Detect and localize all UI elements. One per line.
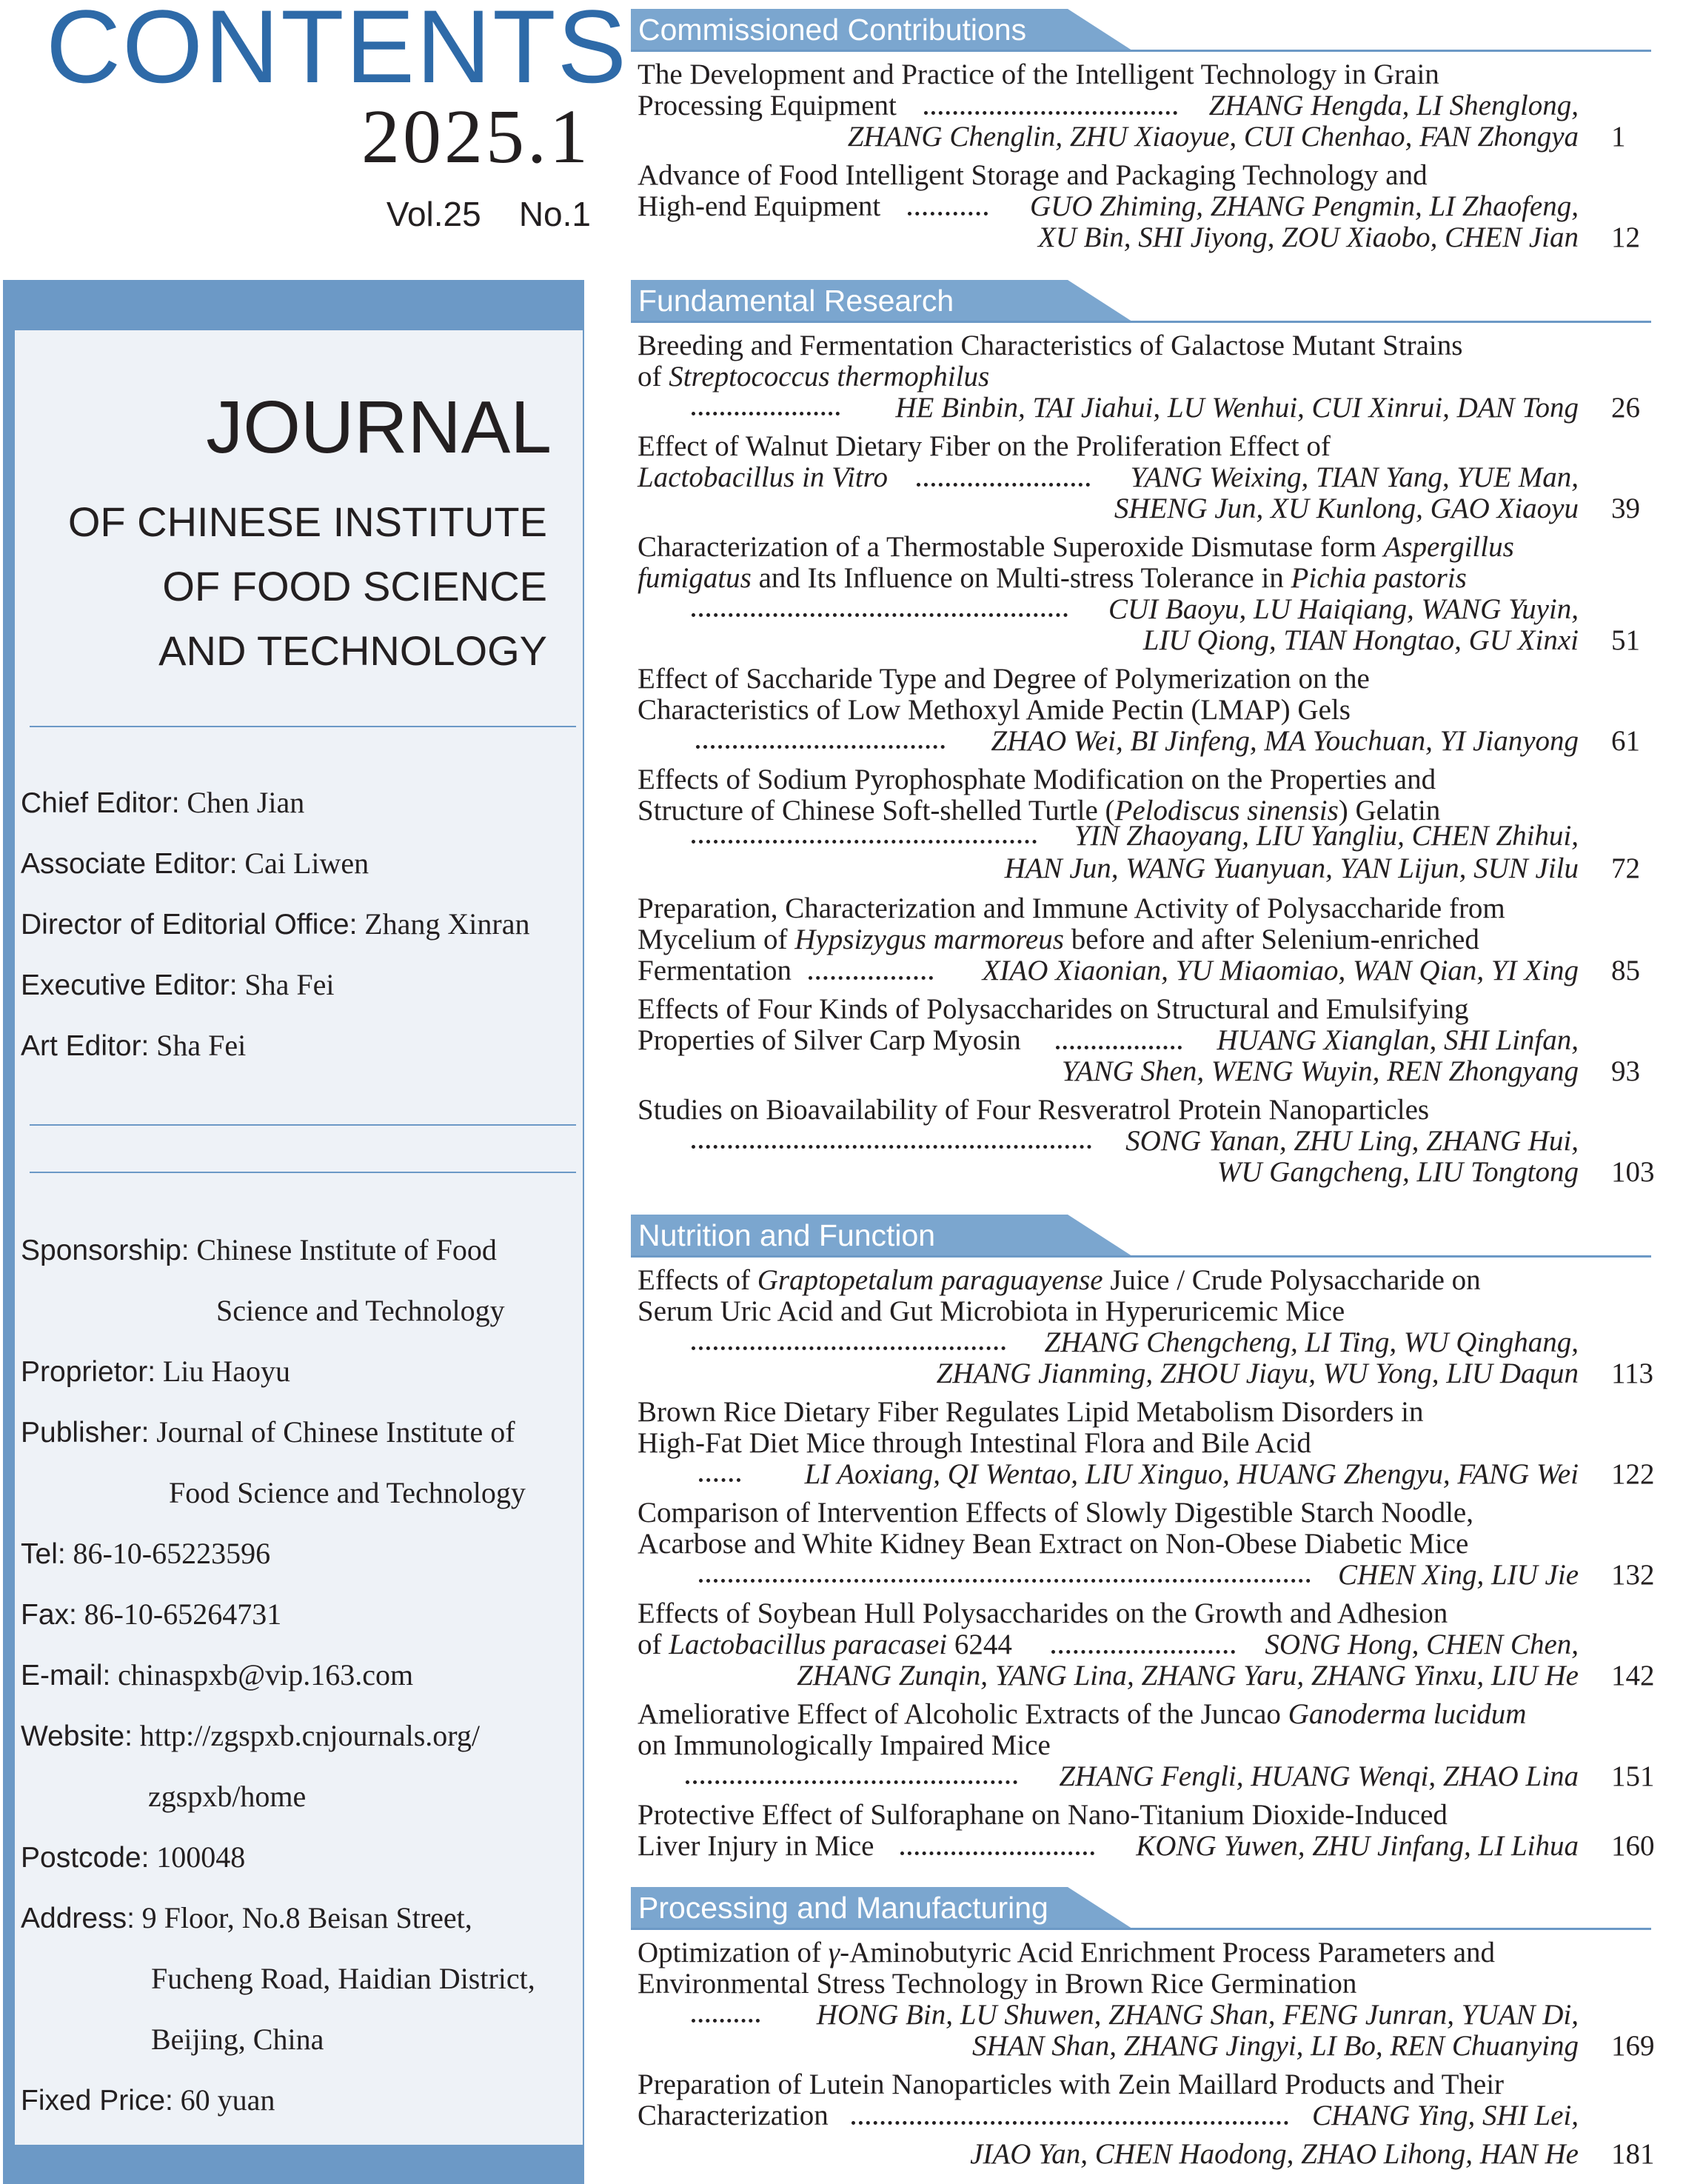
journal-info-panel bbox=[3, 280, 584, 2184]
info-value: 100048 bbox=[156, 1840, 246, 1874]
website bbox=[21, 1720, 480, 1753]
article-authors: ZHANG Jianming, ZHOU Jiayu, WU Yong, LIU Daqun bbox=[936, 1358, 1579, 1389]
journal-name: JOURNAL bbox=[206, 386, 552, 469]
title-text: Effects of bbox=[638, 1264, 757, 1296]
art-editor bbox=[21, 1029, 246, 1063]
title-text: before and after Selenium-enriched bbox=[1063, 924, 1479, 955]
info-value: Cai Liwen bbox=[244, 846, 369, 880]
article-title: High-end Equipment bbox=[638, 190, 881, 222]
page-number: 1 bbox=[1611, 121, 1626, 153]
article-title: Serum Uric Acid and Gut Microbiota in Hyperuricemic Mice bbox=[638, 1295, 1345, 1327]
page-number: 169 bbox=[1611, 2030, 1655, 2062]
leader-dots bbox=[692, 2019, 760, 2023]
info-value: Science and Technology bbox=[216, 1294, 505, 1327]
leader-dots bbox=[908, 212, 988, 216]
article-authors: LI Aoxiang, QI Wentao, LIU Xinguo, HUANG Zhengyu, FANG Wei bbox=[804, 1458, 1579, 1490]
article-authors: ZHANG Hengda, LI Shenglong, bbox=[1208, 90, 1579, 121]
section-title: Processing and Manufacturing bbox=[638, 1891, 1048, 1925]
email bbox=[21, 1659, 413, 1692]
page-number: 85 bbox=[1611, 955, 1640, 986]
article-title: Protective Effect of Sulforaphane on Nano-Titanium Dioxide-Induced bbox=[638, 1799, 1448, 1831]
article-authors: SHAN Shan, ZHANG Jingyi, LI Bo, REN Chuanying bbox=[972, 2030, 1579, 2062]
leader-dots bbox=[809, 976, 933, 980]
article-title: Brown Rice Dietary Fiber Regulates Lipid Metabolism Disorders in bbox=[638, 1396, 1424, 1428]
volume-issue: Vol.25 No.1 bbox=[386, 195, 591, 233]
article-title bbox=[638, 532, 1514, 564]
journal-subtitle-line: OF FOOD SCIENCE bbox=[162, 563, 547, 610]
fixed-price bbox=[21, 2084, 275, 2117]
article-title bbox=[638, 924, 1479, 956]
article-title bbox=[638, 1265, 1481, 1297]
page-number: 12 bbox=[1611, 221, 1640, 253]
info-label: Associate Editor: bbox=[21, 848, 238, 880]
telephone bbox=[21, 1537, 270, 1571]
info-value: Sha Fei bbox=[244, 968, 335, 1001]
species-name: Hypsizygus marmoreus bbox=[794, 924, 1064, 955]
journal-info-inner bbox=[15, 330, 584, 2145]
page-number: 93 bbox=[1611, 1055, 1640, 1087]
species-name: fumigatus bbox=[638, 562, 752, 594]
info-value: Fucheng Road, Haidian District, bbox=[151, 1962, 535, 1995]
article-title: Studies on Bioavailability of Four Resveratrol Protein Nanoparticles bbox=[638, 1094, 1430, 1126]
publisher-cont bbox=[169, 1477, 526, 1510]
proprietor bbox=[21, 1355, 290, 1389]
article-title: Liver Injury in Mice bbox=[638, 1830, 874, 1862]
leader-dots bbox=[924, 111, 1177, 115]
species-name: Streptococcus thermophilus bbox=[669, 361, 990, 393]
issue-number: 2025.1 bbox=[361, 94, 591, 179]
executive-editor bbox=[21, 969, 335, 1002]
email-link[interactable]: chinaspxb@vip.163.com bbox=[118, 1658, 414, 1692]
info-label: Fixed Price: bbox=[21, 2085, 173, 2117]
leader-dots bbox=[686, 1780, 1017, 1784]
page-number: 61 bbox=[1611, 725, 1640, 757]
sponsorship bbox=[21, 1234, 497, 1267]
leader-dots bbox=[692, 412, 840, 415]
article-authors: SONG Hong, CHEN Chen, bbox=[1265, 1629, 1579, 1660]
article-title: High-Fat Diet Mice through Intestinal Flora and Bile Acid bbox=[638, 1427, 1311, 1459]
section-rule bbox=[631, 1255, 1651, 1258]
leader-dots bbox=[1051, 1650, 1235, 1654]
article-title: Acarbose and White Kidney Bean Extract on Non-Obese Diabetic Mice bbox=[638, 1528, 1469, 1560]
article-title bbox=[638, 563, 1467, 595]
page-number: 113 bbox=[1611, 1358, 1654, 1389]
article-title: Comparison of Intervention Effects of Slowly Digestible Starch Noodle, bbox=[638, 1497, 1473, 1529]
title-text: Juice / Crude Polysaccharide on bbox=[1103, 1264, 1481, 1296]
article-title: Advance of Food Intelligent Storage and Packaging Technology and bbox=[638, 159, 1428, 191]
species-name: Aspergillus bbox=[1383, 531, 1514, 563]
title-text: of bbox=[638, 1629, 669, 1660]
website-link[interactable]: zgspxb/home bbox=[148, 1780, 307, 1813]
article-title: Breeding and Fermentation Characteristics of Galactose Mutant Strains bbox=[638, 330, 1463, 361]
article-authors: XU Bin, SHI Jiyong, ZOU Xiaobo, CHEN Jian bbox=[1037, 221, 1579, 253]
leader-dots bbox=[696, 745, 945, 749]
species-name: Pichia pastoris bbox=[1291, 562, 1467, 594]
leader-dots bbox=[900, 1851, 1094, 1855]
article-authors: CHEN Xing, LIU Jie bbox=[1338, 1559, 1579, 1591]
info-label: Fax: bbox=[21, 1599, 77, 1631]
article-authors: SONG Yanan, ZHU Ling, ZHANG Hui, bbox=[1125, 1125, 1579, 1157]
article-authors: XIAO Xiaonian, YU Miaomiao, WAN Qian, YI Xing bbox=[982, 955, 1579, 986]
website-cont bbox=[148, 1780, 306, 1814]
article-authors: WU Gangcheng, LIU Tongtong bbox=[1217, 1156, 1579, 1188]
section-rule bbox=[631, 321, 1651, 323]
postcode bbox=[21, 1841, 245, 1874]
article-title: Environmental Stress Technology in Brown Rice Germination bbox=[638, 1968, 1357, 2000]
page-number: 160 bbox=[1611, 1830, 1655, 1862]
info-value: Sha Fei bbox=[156, 1029, 247, 1062]
leader-dots bbox=[699, 1478, 740, 1482]
article-title bbox=[638, 1629, 1012, 1661]
leader-dots bbox=[917, 483, 1090, 487]
address bbox=[21, 1902, 472, 1935]
address-cont bbox=[151, 2023, 324, 2057]
species-name: Ganoderma lucidum bbox=[1288, 1698, 1527, 1730]
article-title: Lactobacillus in Vitro bbox=[638, 461, 888, 493]
article-title: Effects of Sodium Pyrophosphate Modification on the Properties and bbox=[638, 764, 1436, 795]
species-name: Graptopetalum paraguayense bbox=[757, 1264, 1103, 1296]
article-authors: HE Binbin, TAI Jiahui, LU Wenhui, CUI Xinrui, DAN Tong bbox=[895, 392, 1579, 424]
article-authors: ZHANG Chenglin, ZHU Xiaoyue, CUI Chenhao, FAN Zhongya bbox=[847, 121, 1579, 153]
article-authors: ZHANG Chengcheng, LI Ting, WU Qinghang, bbox=[1044, 1326, 1579, 1358]
section-rule bbox=[631, 1928, 1651, 1930]
leader-dots bbox=[699, 1579, 1311, 1583]
page-number: 103 bbox=[1611, 1156, 1655, 1188]
page-number: 39 bbox=[1611, 492, 1640, 524]
article-authors: ZHANG Zunqin, YANG Lina, ZHANG Yaru, ZHANG Yinxu, LIU He bbox=[797, 1660, 1579, 1692]
website-link[interactable]: http://zgspxb.cnjournals.org/ bbox=[139, 1719, 480, 1752]
info-label: E-mail: bbox=[21, 1660, 111, 1692]
page-number: 26 bbox=[1611, 392, 1640, 424]
article-authors: HAN Jun, WANG Yuanyuan, YAN Lijun, SUN Jilu bbox=[1004, 852, 1579, 884]
title-text: 6244 bbox=[947, 1629, 1012, 1660]
page-number: 151 bbox=[1611, 1760, 1655, 1792]
title-text: of bbox=[638, 361, 669, 393]
leader-dots bbox=[1056, 1046, 1182, 1049]
article-title bbox=[638, 1699, 1526, 1731]
info-label: Postcode: bbox=[21, 1842, 150, 1874]
info-value: Chinese Institute of Food bbox=[196, 1233, 497, 1266]
info-label: Executive Editor: bbox=[21, 969, 238, 1001]
info-value: Beijing, China bbox=[151, 2023, 324, 2056]
info-label: Publisher: bbox=[21, 1417, 150, 1449]
journal-subtitle-line: OF CHINESE INSTITUTE bbox=[67, 498, 547, 545]
leader-dots bbox=[852, 2121, 1288, 2125]
info-value: Food Science and Technology bbox=[169, 1476, 526, 1509]
title-text: ) Gelatin bbox=[1338, 795, 1441, 826]
section-title: Commissioned Contributions bbox=[638, 13, 1027, 47]
publisher bbox=[21, 1416, 515, 1449]
species-name: Pelodiscus sinensis bbox=[1114, 795, 1339, 826]
divider bbox=[30, 726, 576, 727]
article-title: Effect of Walnut Dietary Fiber on the Proliferation Effect of bbox=[638, 430, 1331, 462]
leader-dots bbox=[692, 1346, 1006, 1350]
title-text: Optimization of bbox=[638, 1937, 829, 1968]
chief-editor bbox=[21, 787, 304, 820]
info-label: Art Editor: bbox=[21, 1030, 150, 1062]
gamma-symbol: γ bbox=[828, 1937, 840, 1968]
article-authors: ZHAO Wei, BI Jinfeng, MA Youchuan, YI Jianyong bbox=[991, 725, 1579, 757]
info-value: Zhang Xinran bbox=[364, 907, 530, 941]
editorial-director bbox=[21, 908, 529, 941]
article-authors: ZHANG Fengli, HUANG Wenqi, ZHAO Lina bbox=[1059, 1760, 1579, 1792]
article-authors: LIU Qiong, TIAN Hongtao, GU Xinxi bbox=[1142, 624, 1579, 656]
info-value: 60 yuan bbox=[180, 2083, 275, 2117]
title-text: and Its Influence on Multi-stress Tolerance in bbox=[751, 562, 1291, 594]
section-rule bbox=[631, 50, 1651, 52]
article-authors: CHANG Ying, SHI Lei, bbox=[1311, 2100, 1579, 2131]
article-authors: YIN Zhaoyang, LIU Yangliu, CHEN Zhihui, bbox=[1074, 820, 1579, 852]
article-title: Characteristics of Low Methoxyl Amide Pectin (LMAP) Gels bbox=[638, 694, 1351, 726]
info-label: Website: bbox=[21, 1720, 133, 1752]
article-title: Preparation, Characterization and Immune Activity of Polysaccharide from bbox=[638, 892, 1505, 924]
page-number: 122 bbox=[1611, 1458, 1655, 1490]
article-authors: SHENG Jun, XU Kunlong, GAO Xiaoyu bbox=[1114, 492, 1579, 524]
section-header-processing bbox=[631, 1887, 1651, 1930]
associate-editor bbox=[21, 847, 369, 881]
title-text: Structure of Chinese Soft-shelled Turtle ( bbox=[638, 795, 1115, 826]
article-title: Effects of Four Kinds of Polysaccharides on Structural and Emulsifying bbox=[638, 993, 1469, 1025]
section-title: Nutrition and Function bbox=[638, 1218, 936, 1252]
leader-dots bbox=[692, 1145, 1091, 1149]
article-authors: JIAO Yan, CHEN Haodong, ZHAO Lihong, HAN He bbox=[970, 2138, 1579, 2170]
article-title: Characterization bbox=[638, 2100, 829, 2131]
address-cont bbox=[151, 1963, 535, 1996]
article-authors: GUO Zhiming, ZHANG Pengmin, LI Zhaofeng, bbox=[1029, 190, 1579, 222]
info-label: Chief Editor: bbox=[21, 787, 180, 819]
info-value: Journal of Chinese Institute of bbox=[156, 1415, 515, 1449]
article-title: Preparation of Lutein Nanoparticles with Zein Maillard Products and Their bbox=[638, 2068, 1505, 2100]
info-value: 9 Floor, No.8 Beisan Street, bbox=[141, 1901, 472, 1934]
info-value: 86-10-65223596 bbox=[73, 1537, 271, 1570]
sponsorship-cont bbox=[216, 1295, 505, 1328]
title-text: Mycelium of bbox=[638, 924, 795, 955]
title-text: -Aminobutyric Acid Enrichment Process Parameters and bbox=[840, 1937, 1496, 1968]
info-value: 86-10-65264731 bbox=[84, 1597, 282, 1631]
divider bbox=[30, 1172, 576, 1173]
leader-dots bbox=[692, 840, 1037, 844]
info-value: Liu Haoyu bbox=[162, 1355, 291, 1388]
article-title: Effect of Saccharide Type and Degree of Polymerization on the bbox=[638, 663, 1370, 695]
section-title: Fundamental Research bbox=[638, 284, 954, 318]
info-label: Tel: bbox=[21, 1538, 66, 1570]
article-authors: YANG Weixing, TIAN Yang, YUE Man, bbox=[1130, 461, 1579, 493]
page-number: 132 bbox=[1611, 1559, 1655, 1591]
title-text: Characterization of a Thermostable Superoxide Dismutase form bbox=[638, 531, 1384, 563]
info-label: Director of Editorial Office: bbox=[21, 909, 358, 941]
article-title: The Development and Practice of the Intelligent Technology in Grain bbox=[638, 59, 1439, 90]
article-title: Processing Equipment bbox=[638, 90, 897, 121]
article-title bbox=[638, 1937, 1495, 1969]
page-number: 51 bbox=[1611, 624, 1640, 656]
article-title: on Immunologically Impaired Mice bbox=[638, 1729, 1051, 1761]
contents-title: CONTENTS bbox=[46, 0, 628, 104]
page-number: 142 bbox=[1611, 1660, 1655, 1692]
article-title bbox=[638, 361, 989, 393]
info-label: Address: bbox=[21, 1903, 135, 1934]
page-number: 72 bbox=[1611, 852, 1640, 884]
article-authors: CUI Baoyu, LU Haiqiang, WANG Yuyin, bbox=[1108, 593, 1579, 625]
journal-subtitle-line: AND TECHNOLOGY bbox=[158, 627, 547, 674]
article-authors: HONG Bin, LU Shuwen, ZHANG Shan, FENG Junran, YUAN Di, bbox=[816, 1999, 1579, 2031]
divider bbox=[30, 1124, 576, 1126]
article-authors: YANG Shen, WENG Wuyin, REN Zhongyang bbox=[1061, 1055, 1579, 1087]
page-number: 181 bbox=[1611, 2138, 1655, 2170]
title-text: Ameliorative Effect of Alcoholic Extracts of the Juncao bbox=[638, 1698, 1288, 1730]
info-label: Proprietor: bbox=[21, 1356, 156, 1388]
section-header-commissioned bbox=[631, 9, 1651, 52]
fax bbox=[21, 1598, 281, 1632]
article-title: Properties of Silver Carp Myosin bbox=[638, 1024, 1021, 1056]
article-title: Effects of Soybean Hull Polysaccharides on the Growth and Adhesion bbox=[638, 1597, 1448, 1629]
leader-dots bbox=[692, 613, 1068, 617]
section-header-fundamental bbox=[631, 280, 1651, 323]
article-authors: KONG Yuwen, ZHU Jinfang, LI Lihua bbox=[1136, 1830, 1579, 1862]
species-name: Lactobacillus paracasei bbox=[669, 1629, 948, 1660]
article-authors: HUANG Xianglan, SHI Linfan, bbox=[1217, 1024, 1579, 1056]
article-title: Fermentation bbox=[638, 955, 792, 986]
section-header-nutrition bbox=[631, 1215, 1651, 1258]
info-label: Sponsorship: bbox=[21, 1235, 190, 1266]
info-value: Chen Jian bbox=[187, 786, 305, 819]
